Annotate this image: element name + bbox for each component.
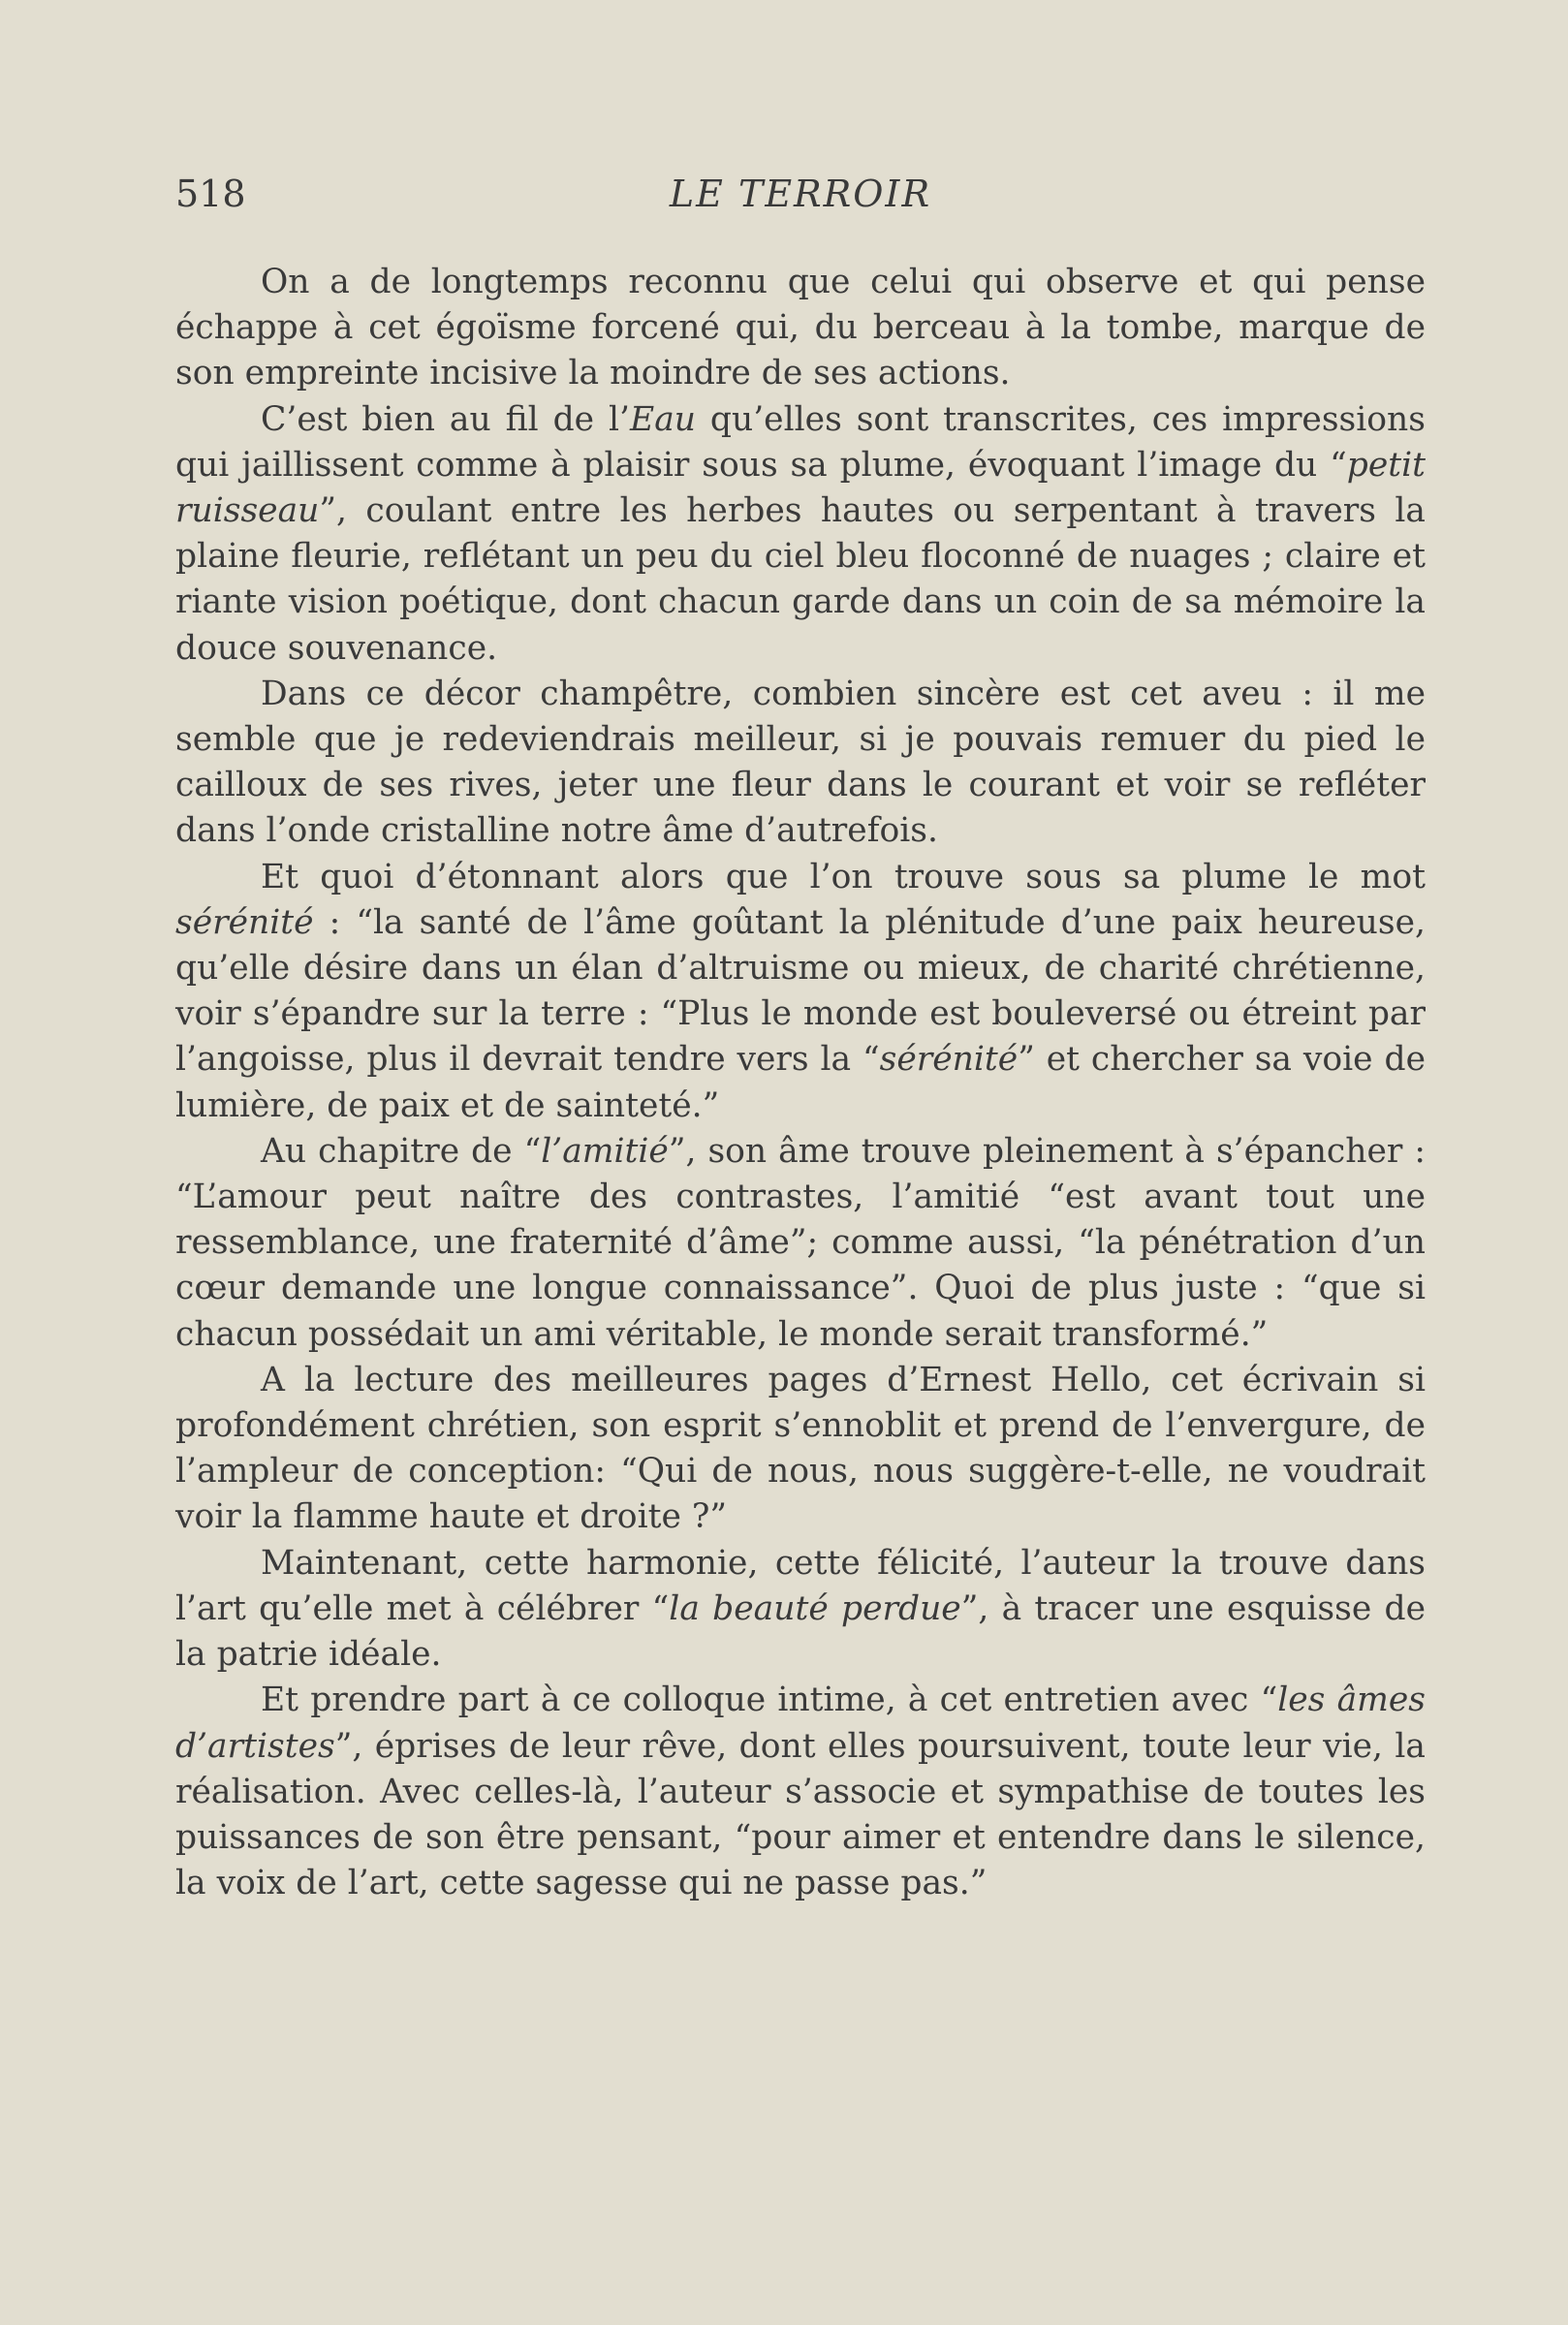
- text-run: C’est bien au fil de l’: [261, 399, 631, 439]
- running-title: LE TERROIR: [669, 173, 932, 215]
- page-header: [175, 165, 1426, 223]
- body-text: [175, 260, 1426, 1906]
- text-run: Maintenant, cette harmonie, cette félicité, l’auteur la trouve dans l’art qu’elle met à célébrer “: [175, 1543, 1426, 1628]
- text-run: : “la santé de l’âme goûtant la plénitude d’une paix heureuse, qu’elle désire dans un élan d’altruisme ou mieux, de charité chrétienne, voir s’épandre sur la terre : “Plus le monde est bouleversé ou étreint par l’angoisse, plus il devrait tendre vers la “: [175, 902, 1426, 1080]
- italic-text: les âmes d’artistes: [175, 1681, 1426, 1766]
- italic-text: Eau: [630, 399, 696, 439]
- text-run: Au chapitre de “: [261, 1131, 542, 1171]
- text-run: ” et chercher sa voie de lumière, de paix et de sainteté.”: [175, 1040, 1427, 1125]
- italic-text: sérénité: [879, 1040, 1019, 1080]
- italic-text: la beauté perdue: [669, 1588, 961, 1628]
- text-run: On a de longtemps reconnu que celui qui observe et qui pense échappe à cet égoïsme forcené qui, du berceau à la tombe, marque de son empreinte incisive la moindre de ses actions.: [175, 263, 1426, 393]
- page-number: 518: [175, 173, 246, 215]
- text-run: A la lecture des meilleures pages d’Ernest Hello, cet écrivain si profondément chrétien, son esprit s’ennoblit et prend de l’envergure, de l’ampleur de conception: “Qui de nous, nous suggère-t-elle, ne voudrait voir la flamme haute et droite ?”: [175, 1360, 1426, 1537]
- text-run: qu’elles sont transcrites, ces impressions qui jaillissent comme à plaisir sous sa plume, évoquant l’image du “: [175, 399, 1426, 485]
- text-run: ”, éprises de leur rêve, dont elles poursuivent, toute leur vie, la réalisation. Avec celles-là, l’auteur s’associe et sympathise de toutes les puissances de son être pensant, “pour aimer et entendre dans le silence, la voix de l’art, cette sagesse qui ne passe pas.”: [175, 1726, 1426, 1903]
- text-run: Et quoi d’étonnant alors que l’on trouve sous sa plume le mot: [261, 857, 1426, 896]
- paragraph: [175, 397, 1426, 672]
- text-run: ”, coulant entre les herbes hautes ou serpentant à travers la plaine fleurie, reflétant un peu du ciel bleu floconné de nuages ; claire et riante vision poétique, dont chacun garde dans un coin de sa mémoire la douce souvenance.: [175, 491, 1426, 668]
- italic-text: petit ruisseau: [175, 445, 1426, 531]
- paragraph: [175, 1129, 1426, 1358]
- paragraph: [175, 1358, 1426, 1541]
- text-run: Dans ce décor champêtre, combien sincère est cet aveu : il me semble que je redeviendrais meilleur, si je pouvais remuer du pied le cailloux de ses rives, jeter une fleur dans le courant et voir se refléter dans l’onde cristalline notre âme d’autrefois.: [175, 674, 1426, 851]
- italic-text: sérénité: [175, 902, 314, 942]
- text-run: ”, son âme trouve pleinement à s’épancher : “L’amour peut naître des contrastes, l’amitié “est avant tout une ressemblance, une fraternité d’âme”; comme aussi, “la pénétration d’un cœur demande une longue connaissance”. Quoi de plus juste : “que si chacun possédait un ami véritable, le monde serait transformé.”: [175, 1131, 1426, 1354]
- paragraph: [175, 1678, 1426, 1906]
- paragraph: [175, 855, 1426, 1129]
- italic-text: l’amitié: [541, 1131, 669, 1171]
- paragraph: [175, 1541, 1426, 1679]
- text-run: ”, à tracer une esquisse de la patrie idéale.: [175, 1588, 1427, 1675]
- text-run: Et prendre part à ce colloque intime, à cet entretien avec “: [261, 1681, 1278, 1720]
- paragraph: [175, 260, 1426, 397]
- paragraph: [175, 672, 1426, 855]
